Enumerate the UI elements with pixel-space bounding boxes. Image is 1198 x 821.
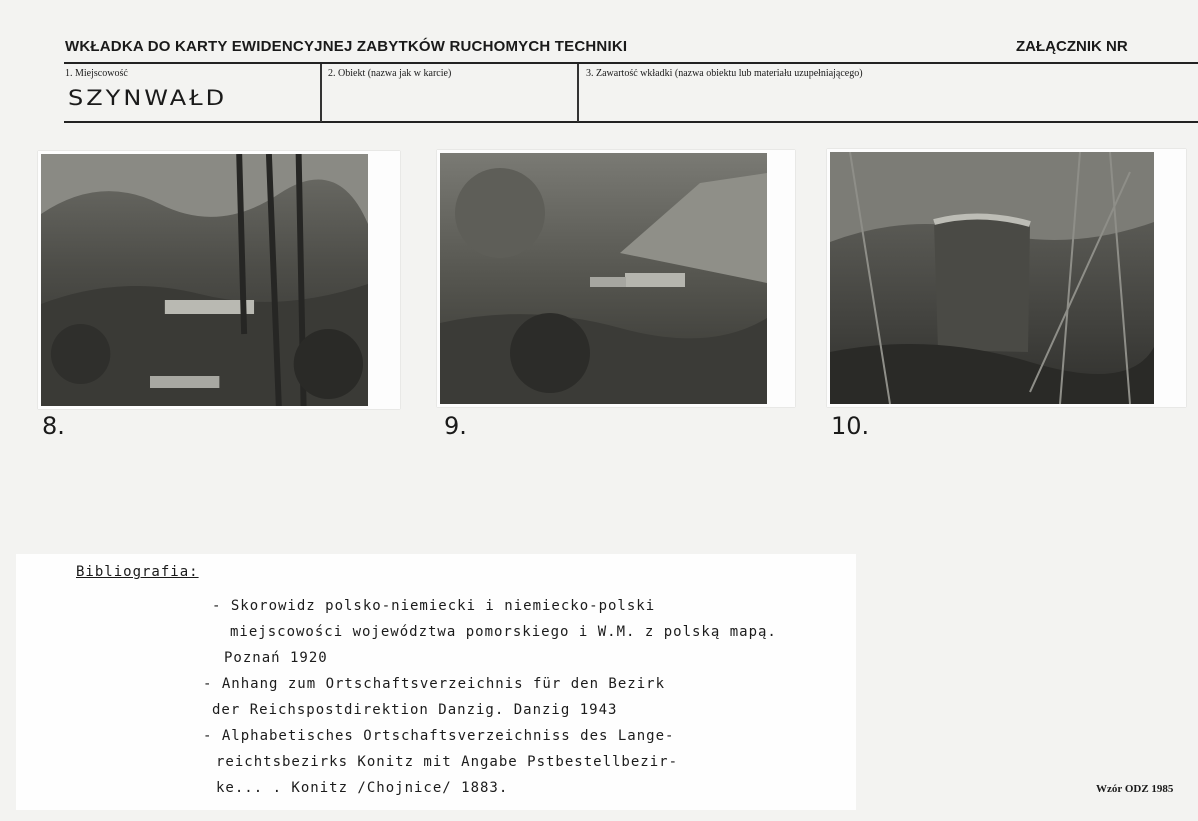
- photo-10-image: [830, 152, 1154, 404]
- bibliography-line: der Reichspostdirektion Danzig. Danzig 1943: [212, 702, 618, 718]
- photo-10: [827, 149, 1186, 407]
- bibliography-line: ke... . Konitz /Chojnice/ 1883.: [216, 780, 509, 796]
- document-title: WKŁADKA DO KARTY EWIDENCYJNEJ ZABYTKÓW RUCHOMYCH TECHNIKI: [65, 38, 628, 55]
- contents-label: 3. Zawartość wkładki (nazwa obiektu lub materiału uzupełniającego): [586, 68, 863, 79]
- field-divider-2: [577, 64, 579, 122]
- bibliography-line: - Anhang zum Ortschaftsverzeichnis für den Bezirk: [203, 676, 666, 692]
- field-divider-1: [320, 64, 322, 122]
- photo-8-number: 8.: [42, 412, 65, 440]
- bibliography-line: - Alphabetisches Ortschaftsverzeichniss des Lange-: [203, 728, 675, 744]
- photo-9: [437, 150, 795, 407]
- photo-9-number: 9.: [444, 412, 467, 440]
- photo-8-image: [41, 154, 368, 406]
- locality-value: SZYNWAŁD: [68, 85, 228, 111]
- header-bottom-rule: [64, 121, 1198, 123]
- bibliography-line: Poznań 1920: [224, 650, 328, 666]
- photo-10-number: 10.: [831, 412, 870, 440]
- locality-label: 1. Miejscowość: [65, 68, 128, 79]
- bibliography-line: reichtsbezirks Konitz mit Angabe Pstbestellbezir-: [216, 754, 679, 770]
- bibliography-card: [16, 554, 856, 810]
- bibliography-line: miejscowości województwa pomorskiego i W.M. z polską mapą.: [230, 624, 777, 640]
- annex-label: ZAŁĄCZNIK NR: [1016, 38, 1128, 55]
- object-label: 2. Obiekt (nazwa jak w karcie): [328, 68, 452, 79]
- bibliography-line: - Skorowidz polsko-niemiecki i niemiecko-polski: [212, 598, 656, 614]
- photo-9-image: [440, 153, 767, 404]
- bibliography-heading: Bibliografia:: [76, 564, 199, 580]
- photo-8: [38, 151, 400, 409]
- header-top-rule: [64, 62, 1198, 64]
- form-pattern-label: Wzór ODZ 1985: [1096, 783, 1174, 795]
